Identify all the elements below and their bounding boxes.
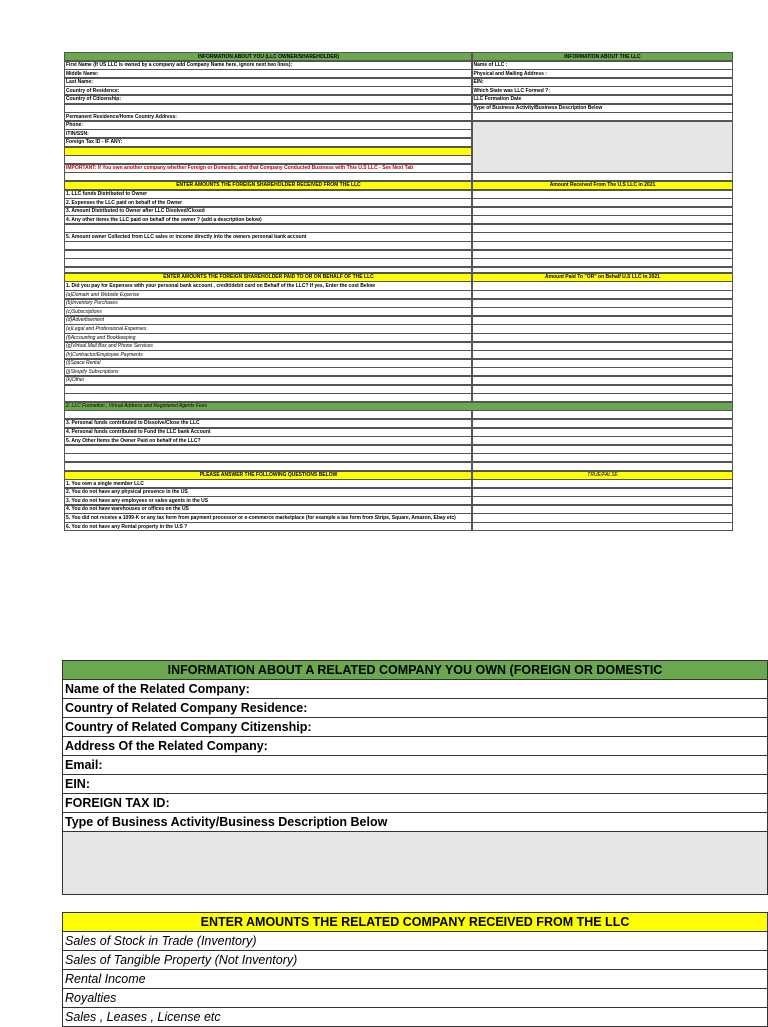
owner-field[interactable]: Middle Name: xyxy=(64,69,472,78)
related-received-item[interactable]: Royalties xyxy=(62,988,768,1008)
received-section-header: ENTER AMOUNTS THE FOREIGN SHAREHOLDER RECEIVED FROM THE LLC xyxy=(64,181,472,190)
question-item: 5. You did not receive a 1099-K or any tax form from payment processor or e-commerce marketplace (for example a tax form from Stripe, Square, Amazon, Ebay etc) xyxy=(64,513,472,522)
paid-item: (a)Domain and Website Expense xyxy=(64,290,472,299)
related-field[interactable]: Country of Related Company Citizenship: xyxy=(62,717,768,737)
llc-field[interactable]: Which State was LLC Formed ?: xyxy=(472,86,733,95)
question-item: 3. You do not have any employees or sales agents in the US xyxy=(64,496,472,505)
related-business-description-box[interactable] xyxy=(62,831,768,895)
paid-item: (e)Legal and Professional Expenses xyxy=(64,324,472,333)
owner-field[interactable]: First Name (If US LLC is owned by a company add Company Name here, ignore next two lines): xyxy=(64,61,472,70)
paid-item: (h)Contractor/Employee Payments xyxy=(64,350,472,359)
related-field[interactable]: FOREIGN TAX ID: xyxy=(62,793,768,813)
llc-info-header: INFORMATION ABOUT THE LLC xyxy=(472,52,733,61)
received-item: 2. Expenses the LLC paid on behalf of the Owner xyxy=(64,198,472,207)
question-item: 6. You do not have any Rental property in the U.S ? xyxy=(64,522,472,531)
paid-item: (k)Other xyxy=(64,376,472,385)
paid-question: 1. Did you pay for Expenses with your personal bank account , credit/debit card on Behalf of the LLC? If yes, Enter the cost Below xyxy=(64,281,472,290)
business-description-box[interactable] xyxy=(472,121,733,173)
owner-field[interactable]: Phone: xyxy=(64,121,472,130)
paid-item: (c)Subscriptions xyxy=(64,307,472,316)
related-company-section xyxy=(62,660,768,895)
related-received-item[interactable]: Rental Income xyxy=(62,969,768,989)
paid-item: (i)Space Rental xyxy=(64,359,472,368)
related-field[interactable]: Country of Related Company Residence: xyxy=(62,698,768,718)
paid-item: (f)Accounting and Bookkeeping xyxy=(64,333,472,342)
related-field[interactable]: Email: xyxy=(62,755,768,775)
related-received-header: ENTER AMOUNTS THE RELATED COMPANY RECEIVED FROM THE LLC xyxy=(62,912,768,932)
true-false-cell[interactable] xyxy=(472,522,733,531)
received-amount-header: Amount Received From The U.S LLC in 2021 xyxy=(472,181,733,190)
llc-field[interactable]: LLC Formation Date xyxy=(472,95,733,104)
question-item: 4. You do not have warehouses or offices on the US xyxy=(64,505,472,514)
paid-section-header: ENTER AMOUNTS THE FOREIGN SHAREHOLDER PAID TO OR ON BEHALF OF THE LLC xyxy=(64,273,472,282)
owner-field[interactable]: Last Name: xyxy=(64,78,472,87)
questions-header: PLEASE ANSWER THE FOLLOWING QUESTIONS BELOW xyxy=(64,471,472,480)
paid-more-item: 5. Any Other Items the Owner Paid on behalf of the LLC? xyxy=(64,436,472,445)
related-field[interactable]: EIN: xyxy=(62,774,768,794)
llc-field[interactable]: Physical and Mailing Address : xyxy=(472,69,733,78)
related-field[interactable]: Type of Business Activity/Business Description Below xyxy=(62,812,768,832)
related-received-item[interactable]: Sales of Stock in Trade (Inventory) xyxy=(62,931,768,951)
formation-fees-row: 2. LLC Formation , Virtual Address and Registered Agents Fees xyxy=(64,402,733,411)
owner-field[interactable]: Country of Residence: xyxy=(64,86,472,95)
llc-field[interactable]: EIN: xyxy=(472,78,733,87)
important-note: IMPORTANT: If You own another company whether Foreign or Domestic, and that Company Conducted Business with This U.S LLC - See Next Tab xyxy=(64,164,472,173)
llc-field[interactable]: Name of LLC : xyxy=(472,61,733,70)
related-field[interactable]: Address Of the Related Company: xyxy=(62,736,768,756)
owner-field[interactable]: Foreign Tax ID - IF ANY: xyxy=(64,138,472,147)
paid-item: (b)Inventory Purchases xyxy=(64,299,472,308)
paid-more-item: 3. Personal funds contributed to Dissolve/Close the LLC xyxy=(64,419,472,428)
related-field[interactable]: Name of the Related Company: xyxy=(62,679,768,699)
paid-item: (d)Advertisement xyxy=(64,316,472,325)
owner-field[interactable]: ITIN/SSN: xyxy=(64,129,472,138)
owner-field[interactable]: Permanent Residence/Home Country Address: xyxy=(64,112,472,121)
paid-item: (g)Virtual Mail Box and Phone Services xyxy=(64,342,472,351)
llc-field[interactable]: Type of Business Activity/Business Description Below xyxy=(472,104,733,113)
received-item: 5. Amount owner Collected from LLC sales or income directly into the owners personal bank account xyxy=(64,232,472,241)
related-received-item[interactable]: Sales , Leases , License etc xyxy=(62,1007,768,1027)
true-false-header: TRUE/FALSE xyxy=(472,471,733,480)
question-item: 1. You own a single member LLC xyxy=(64,479,472,488)
paid-amount-header: Amount Paid To "OR" on Behalf U.S LLC in 2021 xyxy=(472,273,733,282)
paid-more-item: 4. Personal funds contributed to Fund the LLC bank Account xyxy=(64,428,472,437)
question-item: 2. You do not have any physical presence in the US xyxy=(64,488,472,497)
related-received-item[interactable]: Sales of Tangible Property (Not Inventory) xyxy=(62,950,768,970)
received-item: 1. LLC funds Distributed to Owner xyxy=(64,190,472,199)
owner-llc-sheet xyxy=(64,52,733,531)
related-received-section xyxy=(62,912,768,1026)
owner-field[interactable]: Country of Citizenship: xyxy=(64,95,472,104)
owner-info-header: INFORMATION ABOUT YOU (LLC OWNER/SHAREHOLDER) xyxy=(64,52,472,61)
related-company-header: INFORMATION ABOUT A RELATED COMPANY YOU OWN (FOREIGN OR DOMESTIC xyxy=(62,660,768,680)
paid-item: (j)Shopify Subscriptions xyxy=(64,367,472,376)
received-item: 3. Amount Distributed to Owner after LLC Disolved/Closed xyxy=(64,207,472,216)
received-item: 4. Any other items the LLC paid on behalf of the owner ? (add a description below) xyxy=(64,215,472,224)
